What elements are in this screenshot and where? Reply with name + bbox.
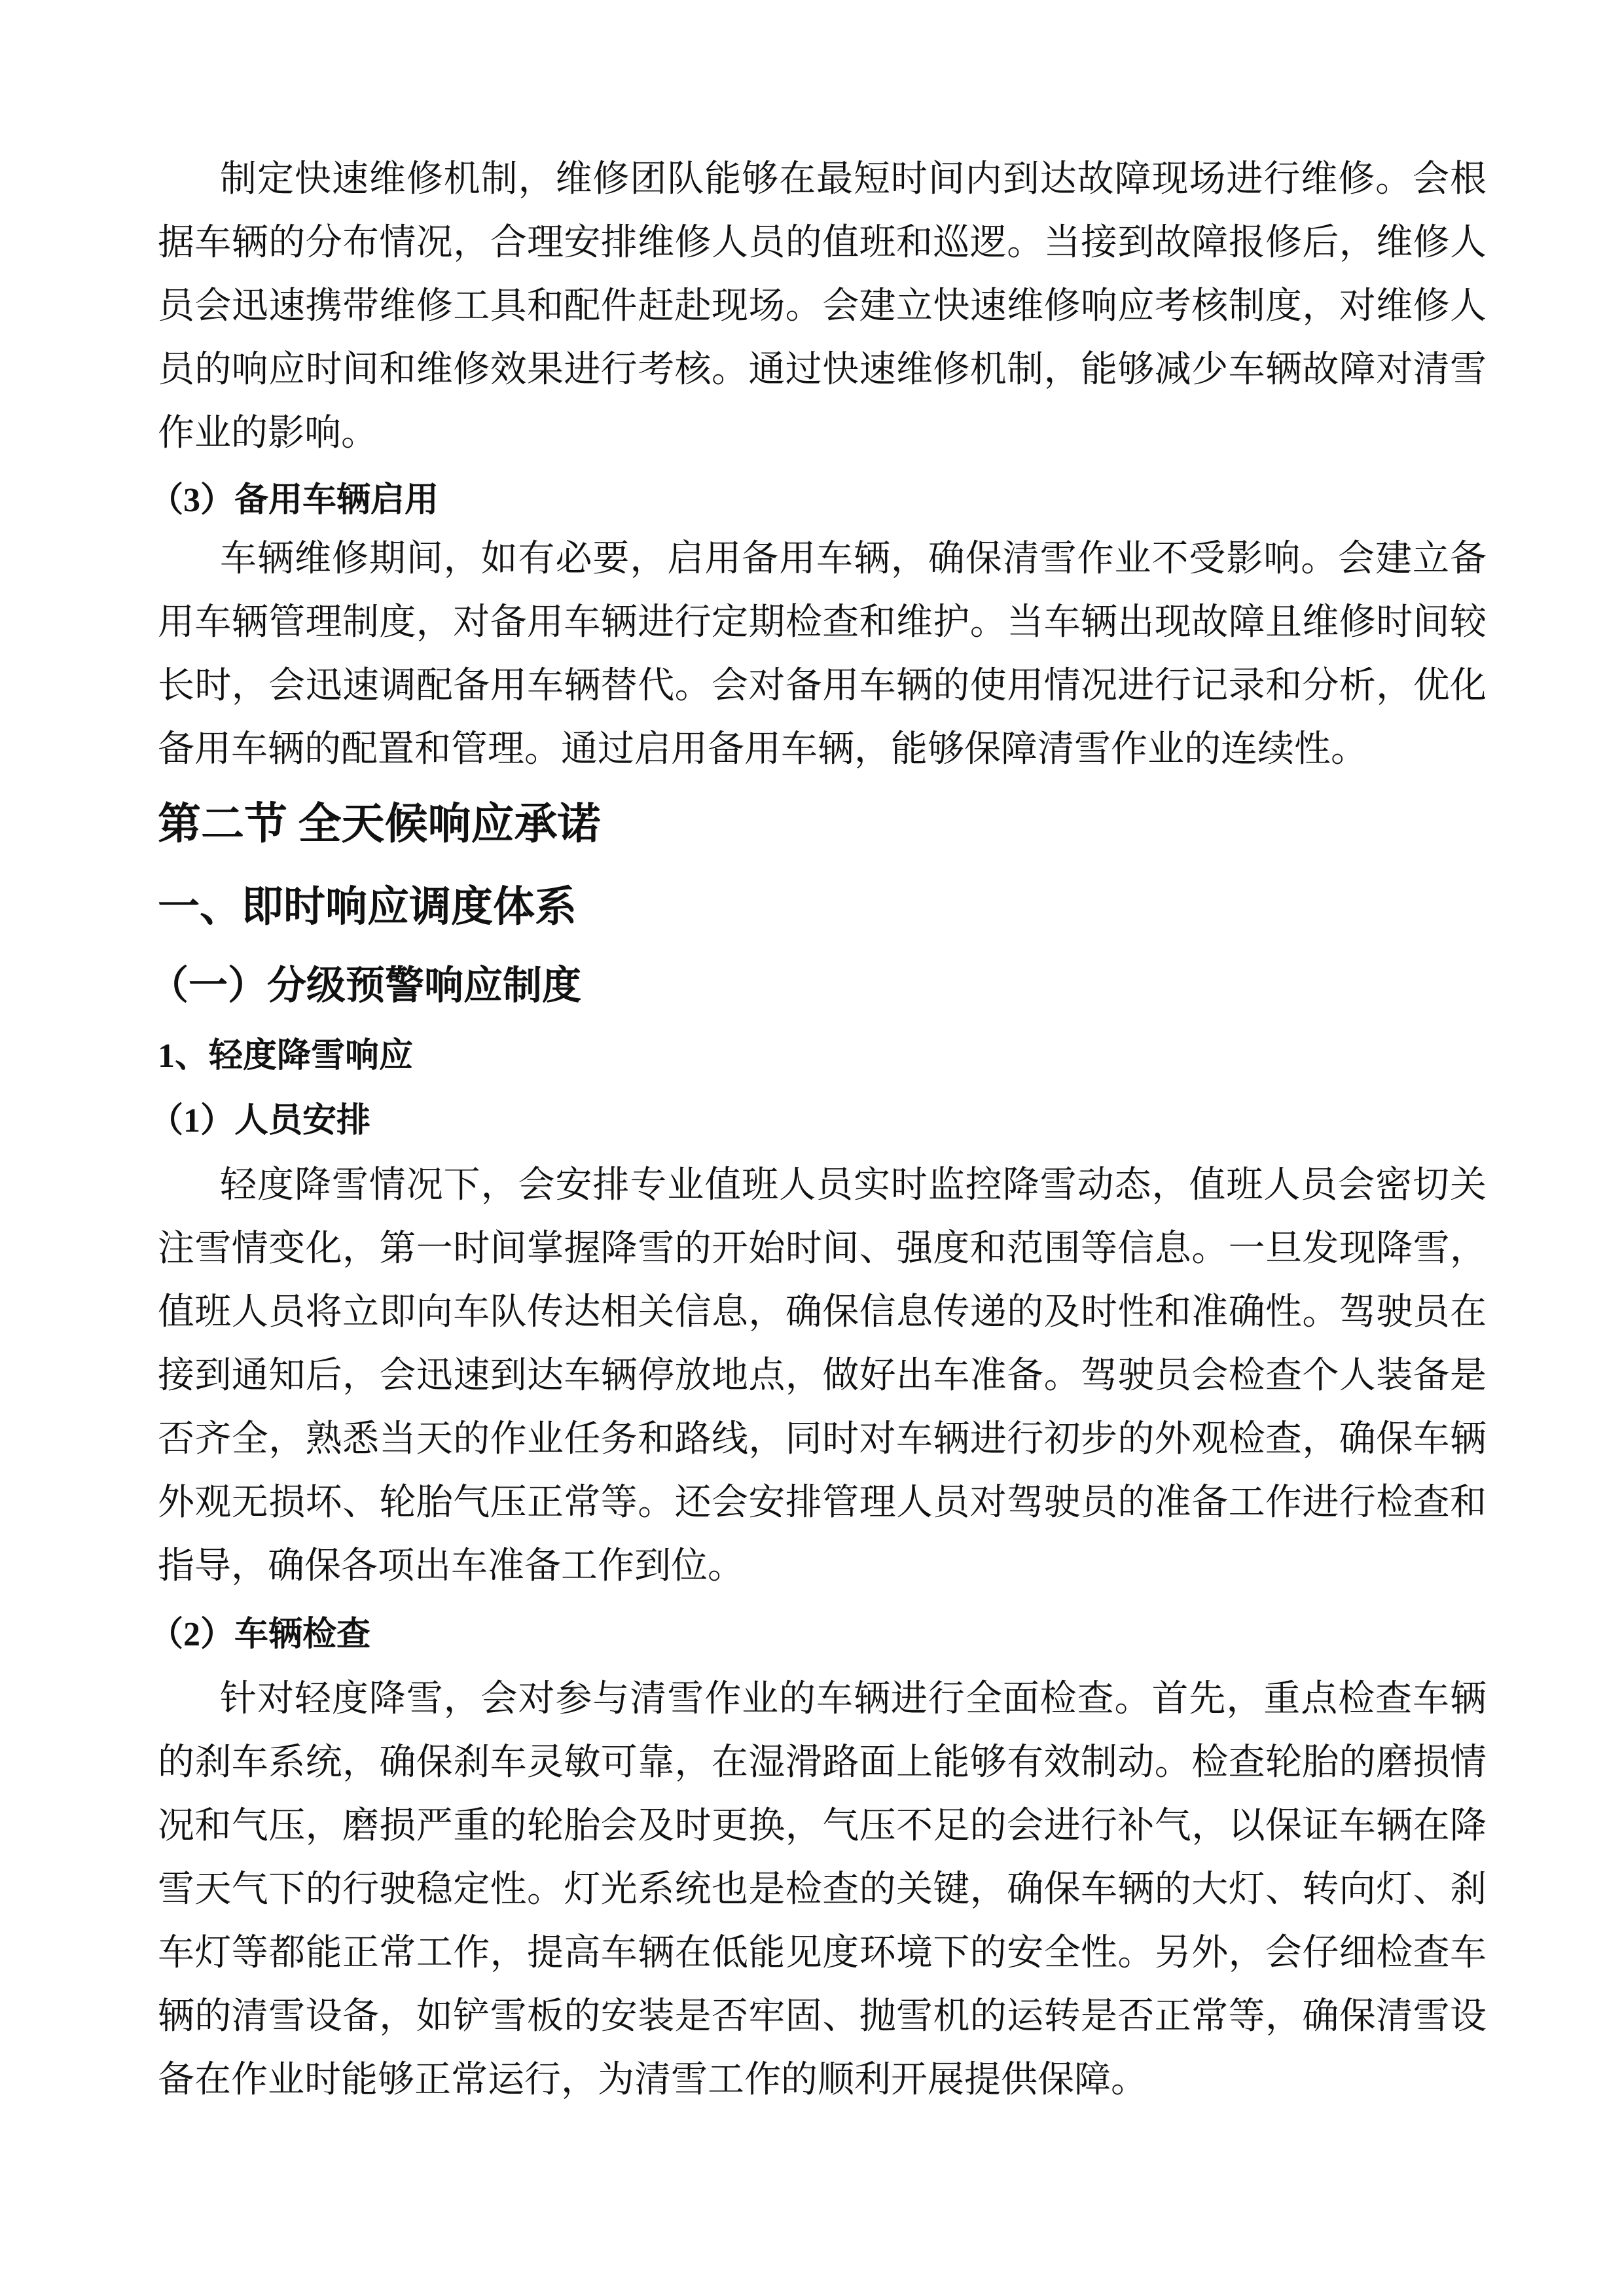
item-title: 1、轻度降雪响应 — [158, 1037, 414, 1075]
heading-personnel: （1）人员安排 — [149, 1102, 371, 1139]
heading-vehicle-check: （2）车辆检查 — [149, 1616, 371, 1653]
subsection-title: （一）分级预警响应制度 — [149, 964, 581, 1007]
paragraph-personnel: 轻度降雪情况下，会安排专业值班人员实时监控降雪动态，值班人员会密切关注雪情变化，第一时间掌握降雪的开始时间、强度和范围等信息。一旦发现降雪，值班人员将立即向车队传达相关信息，确保信息传递的及时性和准确性。驾驶员在接到通知后，会迅速到达车辆停放地点，做好出车准备。驾驶员会检查个人装备是否齐全，熟悉当天的作业任务和路线，同时对车辆进行初步的外观检查，确保车辆外观无损坏、轮胎气压正常等。还会安排管理人员对驾驶员的准备工作进行检查和指导，确保各项出车准备工作到位。 — [158, 1165, 1487, 1587]
heading-backup-vehicle: （3）备用车辆启用 — [149, 482, 439, 519]
paragraph-vehicle-check: 针对轻度降雪，会对参与清雪作业的车辆进行全面检查。首先，重点检查车辆的刹车系统，确保刹车灵敏可靠，在湿滑路面上能够有效制动。检查轮胎的磨损情况和气压，磨损严重的轮胎会及时更换，气压不足的会进行补气，以保证车辆在降雪天气下的行驶稳定性。灯光系统也是检查的关键，确保车辆的大灯、转向灯、刹车灯等都能正常工作，提高车辆在低能见度环境下的安全性。另外，会仔细检查车辆的清雪设备，如铲雪板的安装是否牢固、抛雪机的运转是否正常等，确保清雪设备在作业时能够正常运行，为清雪工作的顺利开展提供保障。 — [158, 1679, 1487, 2100]
paragraph-rapid-repair: 制定快速维修机制，维修团队能够在最短时间内到达故障现场进行维修。会根据车辆的分布情况，合理安排维修人员的值班和巡逻。当接到故障报修后，维修人员会迅速携带维修工具和配件赶赴现场。会建立快速维修响应考核制度，对维修人员的响应时间和维修效果进行考核。通过快速维修机制，能够减少车辆故障对清雪作业的影响。 — [158, 159, 1487, 454]
section-title: 第二节 全天候响应承诺 — [158, 800, 601, 848]
chapter-title: 一、即时响应调度体系 — [158, 884, 577, 930]
paragraph-backup-vehicle: 车辆维修期间，如有必要，启用备用车辆，确保清雪作业不受影响。会建立备用车辆管理制度，对备用车辆进行定期检查和维护。当车辆出现故障且维修时间较长时，会迅速调配备用车辆替代。会对备用车辆的使用情况进行记录和分析，优化备用车辆的配置和管理。通过启用备用车辆，能够保障清雪作业的连续性。 — [158, 539, 1487, 770]
